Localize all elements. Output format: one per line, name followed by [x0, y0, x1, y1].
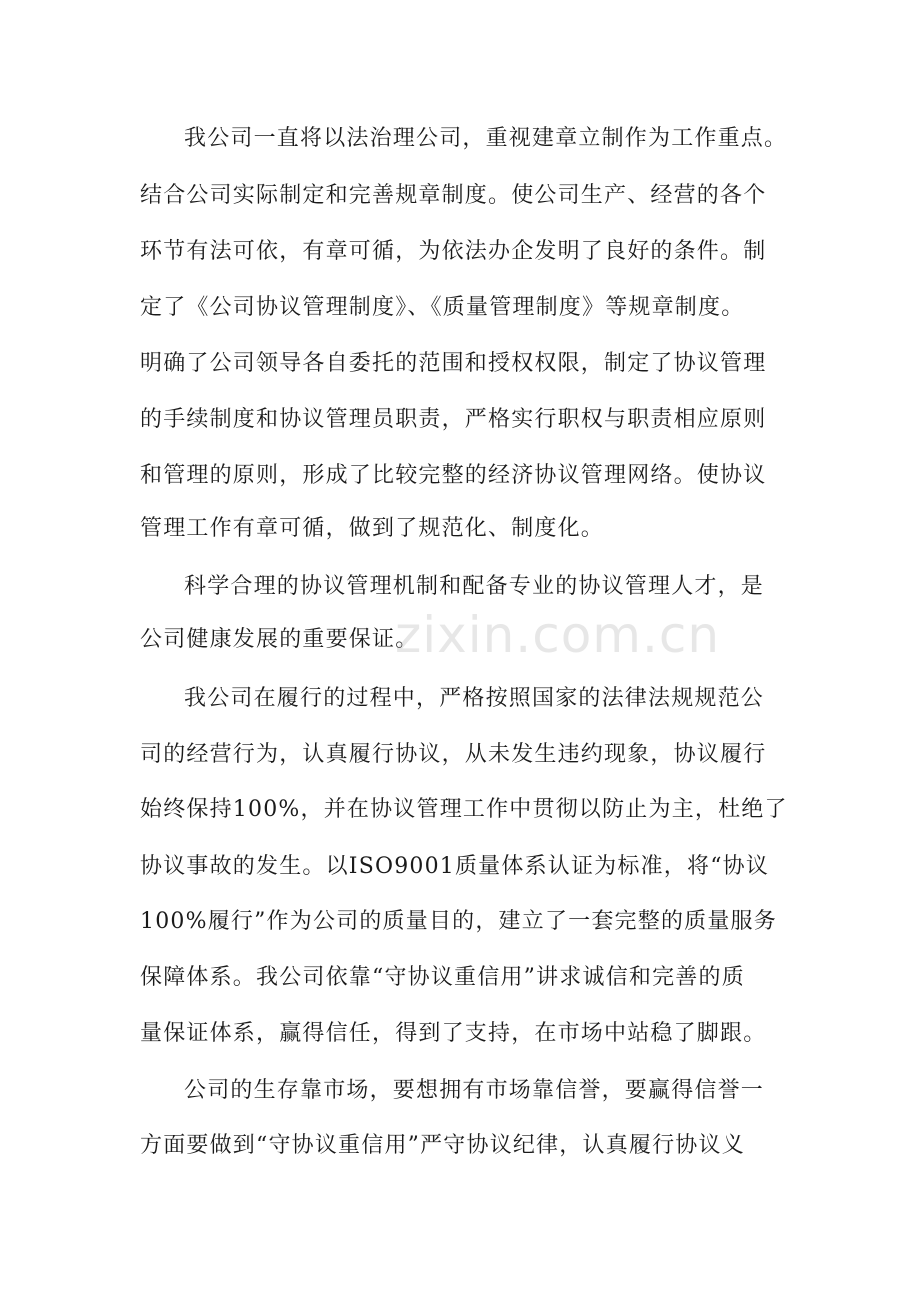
paragraph-1-line-7: 和管理的原则，形成了比较完整的经济协议管理网络。使协议 [140, 463, 767, 488]
paragraph-4-line-2: 方面要做到“守协议重信用”严守协议纪律，认真履行协议义 [140, 1133, 745, 1158]
paragraph-1-line-6: 的手续制度和协议管理员职责，严格实行职权与职责相应原则 [140, 407, 767, 432]
paragraph-1-line-3: 环节有法可依，有章可循，为依法办企发明了良好的条件。制 [140, 239, 767, 264]
paragraph-3-line-7: 量保证体系，赢得信任，得到了支持，在市场中站稳了脚跟。 [140, 1021, 767, 1046]
paragraph-3-line-2: 司的经营行为，认真履行协议，从未发生违约现象，协议履行 [140, 742, 767, 767]
paragraph-3-line-4: 协议事故的发生。以ISO9001质量体系认证为标准，将“协议 [140, 854, 770, 879]
paragraph-3-line-5: 100%履行”作为公司的质量目的，建立了一套完整的质量服务 [140, 909, 777, 934]
paragraph-1-line-2: 结合公司实际制定和完善规章制度。使公司生产、经营的各个 [140, 183, 767, 208]
paragraph-1-line-1: 我公司一直将以法治理公司，重视建章立制作为工作重点。 [184, 126, 788, 151]
paragraph-3-line-1: 我公司在履行的过程中，严格按照国家的法律法规规范公 [184, 686, 765, 711]
paragraph-4-line-1: 公司的生存靠市场，要想拥有市场靠信誉，要赢得信誉一 [184, 1078, 765, 1103]
paragraph-3-line-3: 始终保持100%，并在协议管理工作中贯彻以防止为主，杜绝了 [140, 797, 788, 822]
paragraph-2-line-2: 公司健康发展的重要保证。 [140, 627, 419, 652]
paragraph-1-line-8: 管理工作有章可循，做到了规范化、制度化。 [140, 516, 605, 541]
watermark: zixin.com.cn [395, 606, 721, 664]
paragraph-1-line-5: 明确了公司领导各自委托的范围和授权权限，制定了协议管理 [140, 351, 767, 376]
paragraph-3-line-6: 保障体系。我公司依靠“守协议重信用”讲求诚信和完善的质 [140, 965, 745, 990]
paragraph-1-line-4: 定了《公司协议管理制度》、《质量管理制度》等规章制度。 [140, 295, 745, 320]
paragraph-2-line-1: 科学合理的协议管理机制和配备专业的协议管理人才，是 [184, 574, 765, 599]
